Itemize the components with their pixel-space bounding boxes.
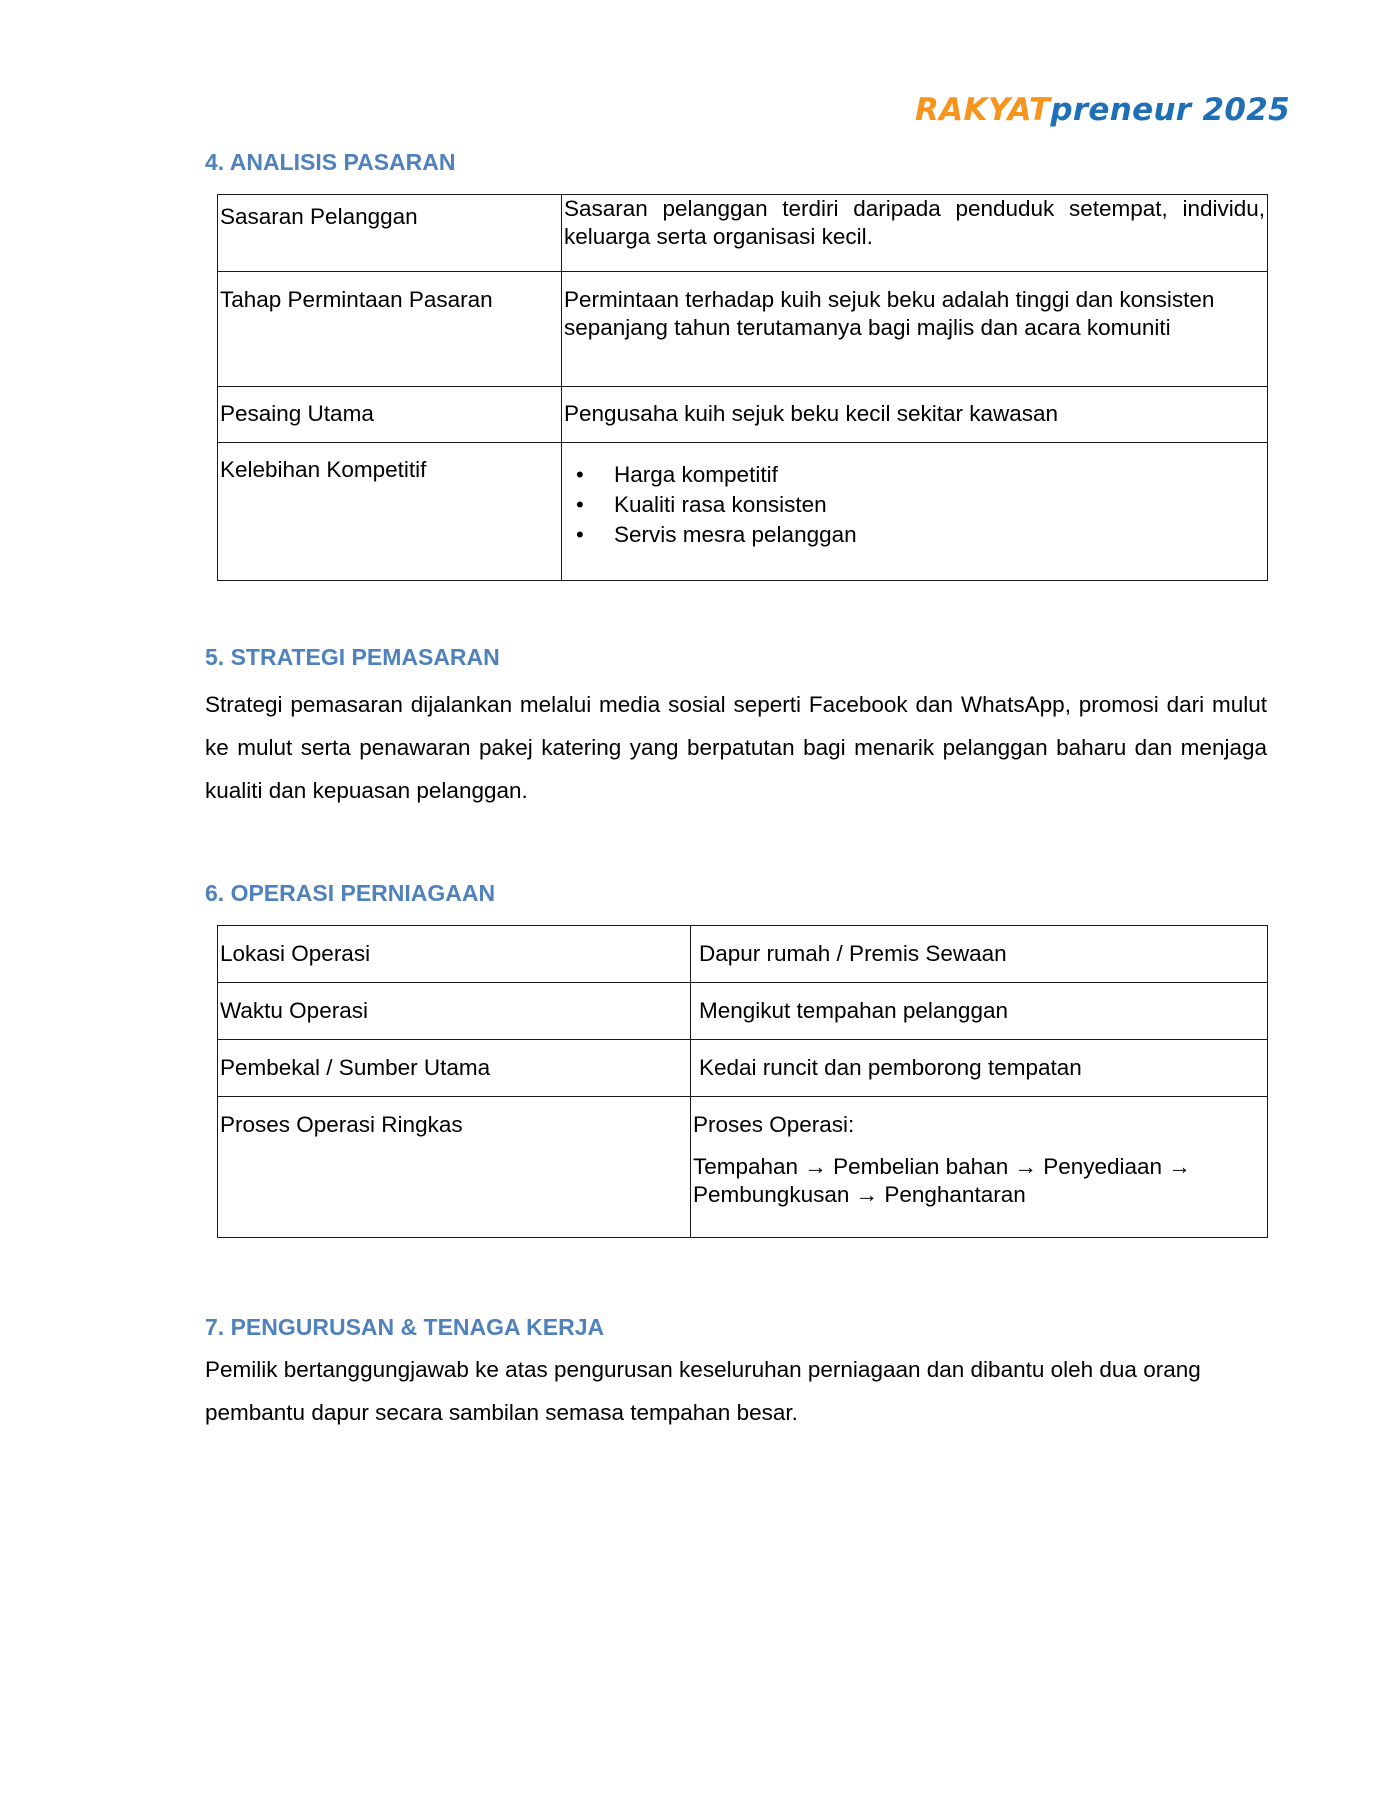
row-label: Proses Operasi Ringkas (218, 1097, 691, 1238)
section-heading-operasi-perniagaan: 6. OPERASI PERNIAGAAN (205, 880, 496, 906)
pengurusan-body: Pemilik bertanggungjawab ke atas pengurusan keseluruhan perniagaan dan dibantu oleh dua orang pembantu dapur secara sambilan semasa tempahan besar. (205, 1357, 1201, 1425)
list-item: • Harga kompetitif (564, 460, 1265, 490)
bullet-list (564, 460, 1265, 550)
row-value: Dapur rumah / Premis Sewaan (691, 926, 1268, 983)
row-label: Lokasi Operasi (218, 926, 691, 983)
list-item: • Kualiti rasa konsisten (564, 490, 1265, 520)
strategi-pemasaran-body: Strategi pemasaran dijalankan melalui media sosial seperti Facebook dan WhatsApp, promosi dari mulut ke mulut serta penawaran pakej katering yang berpatutan bagi menarik pelanggan baharu dan menjaga kualiti dan kepuasan pelanggan. (205, 692, 1267, 803)
operasi-perniagaan-table (217, 925, 1268, 1238)
table-row (218, 443, 1268, 581)
row-value: Mengikut tempahan pelanggan (691, 983, 1268, 1040)
list-item: • Servis mesra pelanggan (564, 520, 1265, 550)
row-value (562, 443, 1268, 581)
row-value: Pengusaha kuih sejuk beku kecil sekitar kawasan (562, 387, 1268, 443)
table-row (218, 195, 1268, 272)
table-row (218, 387, 1268, 443)
row-label: Pembekal / Sumber Utama (218, 1040, 691, 1097)
section-heading-strategi-pemasaran: 5. STRATEGI PEMASARAN (205, 644, 500, 670)
row-label: Kelebihan Kompetitif (218, 443, 562, 581)
table-row (218, 983, 1268, 1040)
row-label: Waktu Operasi (218, 983, 691, 1040)
row-value: Sasaran pelanggan terdiri daripada penduduk setempat, individu, keluarga serta organisasi kecil. (562, 195, 1268, 272)
section-heading-pengurusan: 7. PENGURUSAN & TENAGA KERJA (205, 1314, 605, 1340)
brand-logo (915, 92, 1290, 128)
brand-part-preneur: preneur 2025 (1050, 92, 1290, 128)
row-value: Kedai runcit dan pemborong tempatan (691, 1040, 1268, 1097)
brand-part-rakyat: RAKYAT (915, 92, 1051, 128)
table-row (218, 1040, 1268, 1097)
row-label: Pesaing Utama (218, 387, 562, 443)
table-row (218, 1097, 1268, 1238)
section-heading-analisis-pasaran: 4. ANALISIS PASARAN (205, 149, 456, 175)
row-label: Tahap Permintaan Pasaran (218, 272, 562, 387)
process-steps: Tempahan → Pembelian bahan → Penyediaan → Pembungkusan → Penghantaran (693, 1154, 1191, 1207)
row-value: Permintaan terhadap kuih sejuk beku adalah tinggi dan konsisten sepanjang tahun terutamanya bagi majlis dan acara komuniti (562, 272, 1268, 387)
table-row (218, 926, 1268, 983)
analisis-pasaran-table (217, 194, 1268, 581)
process-title: Proses Operasi: (693, 1112, 855, 1137)
table-row (218, 272, 1268, 387)
row-value (691, 1097, 1268, 1238)
row-label: Sasaran Pelanggan (218, 195, 562, 272)
